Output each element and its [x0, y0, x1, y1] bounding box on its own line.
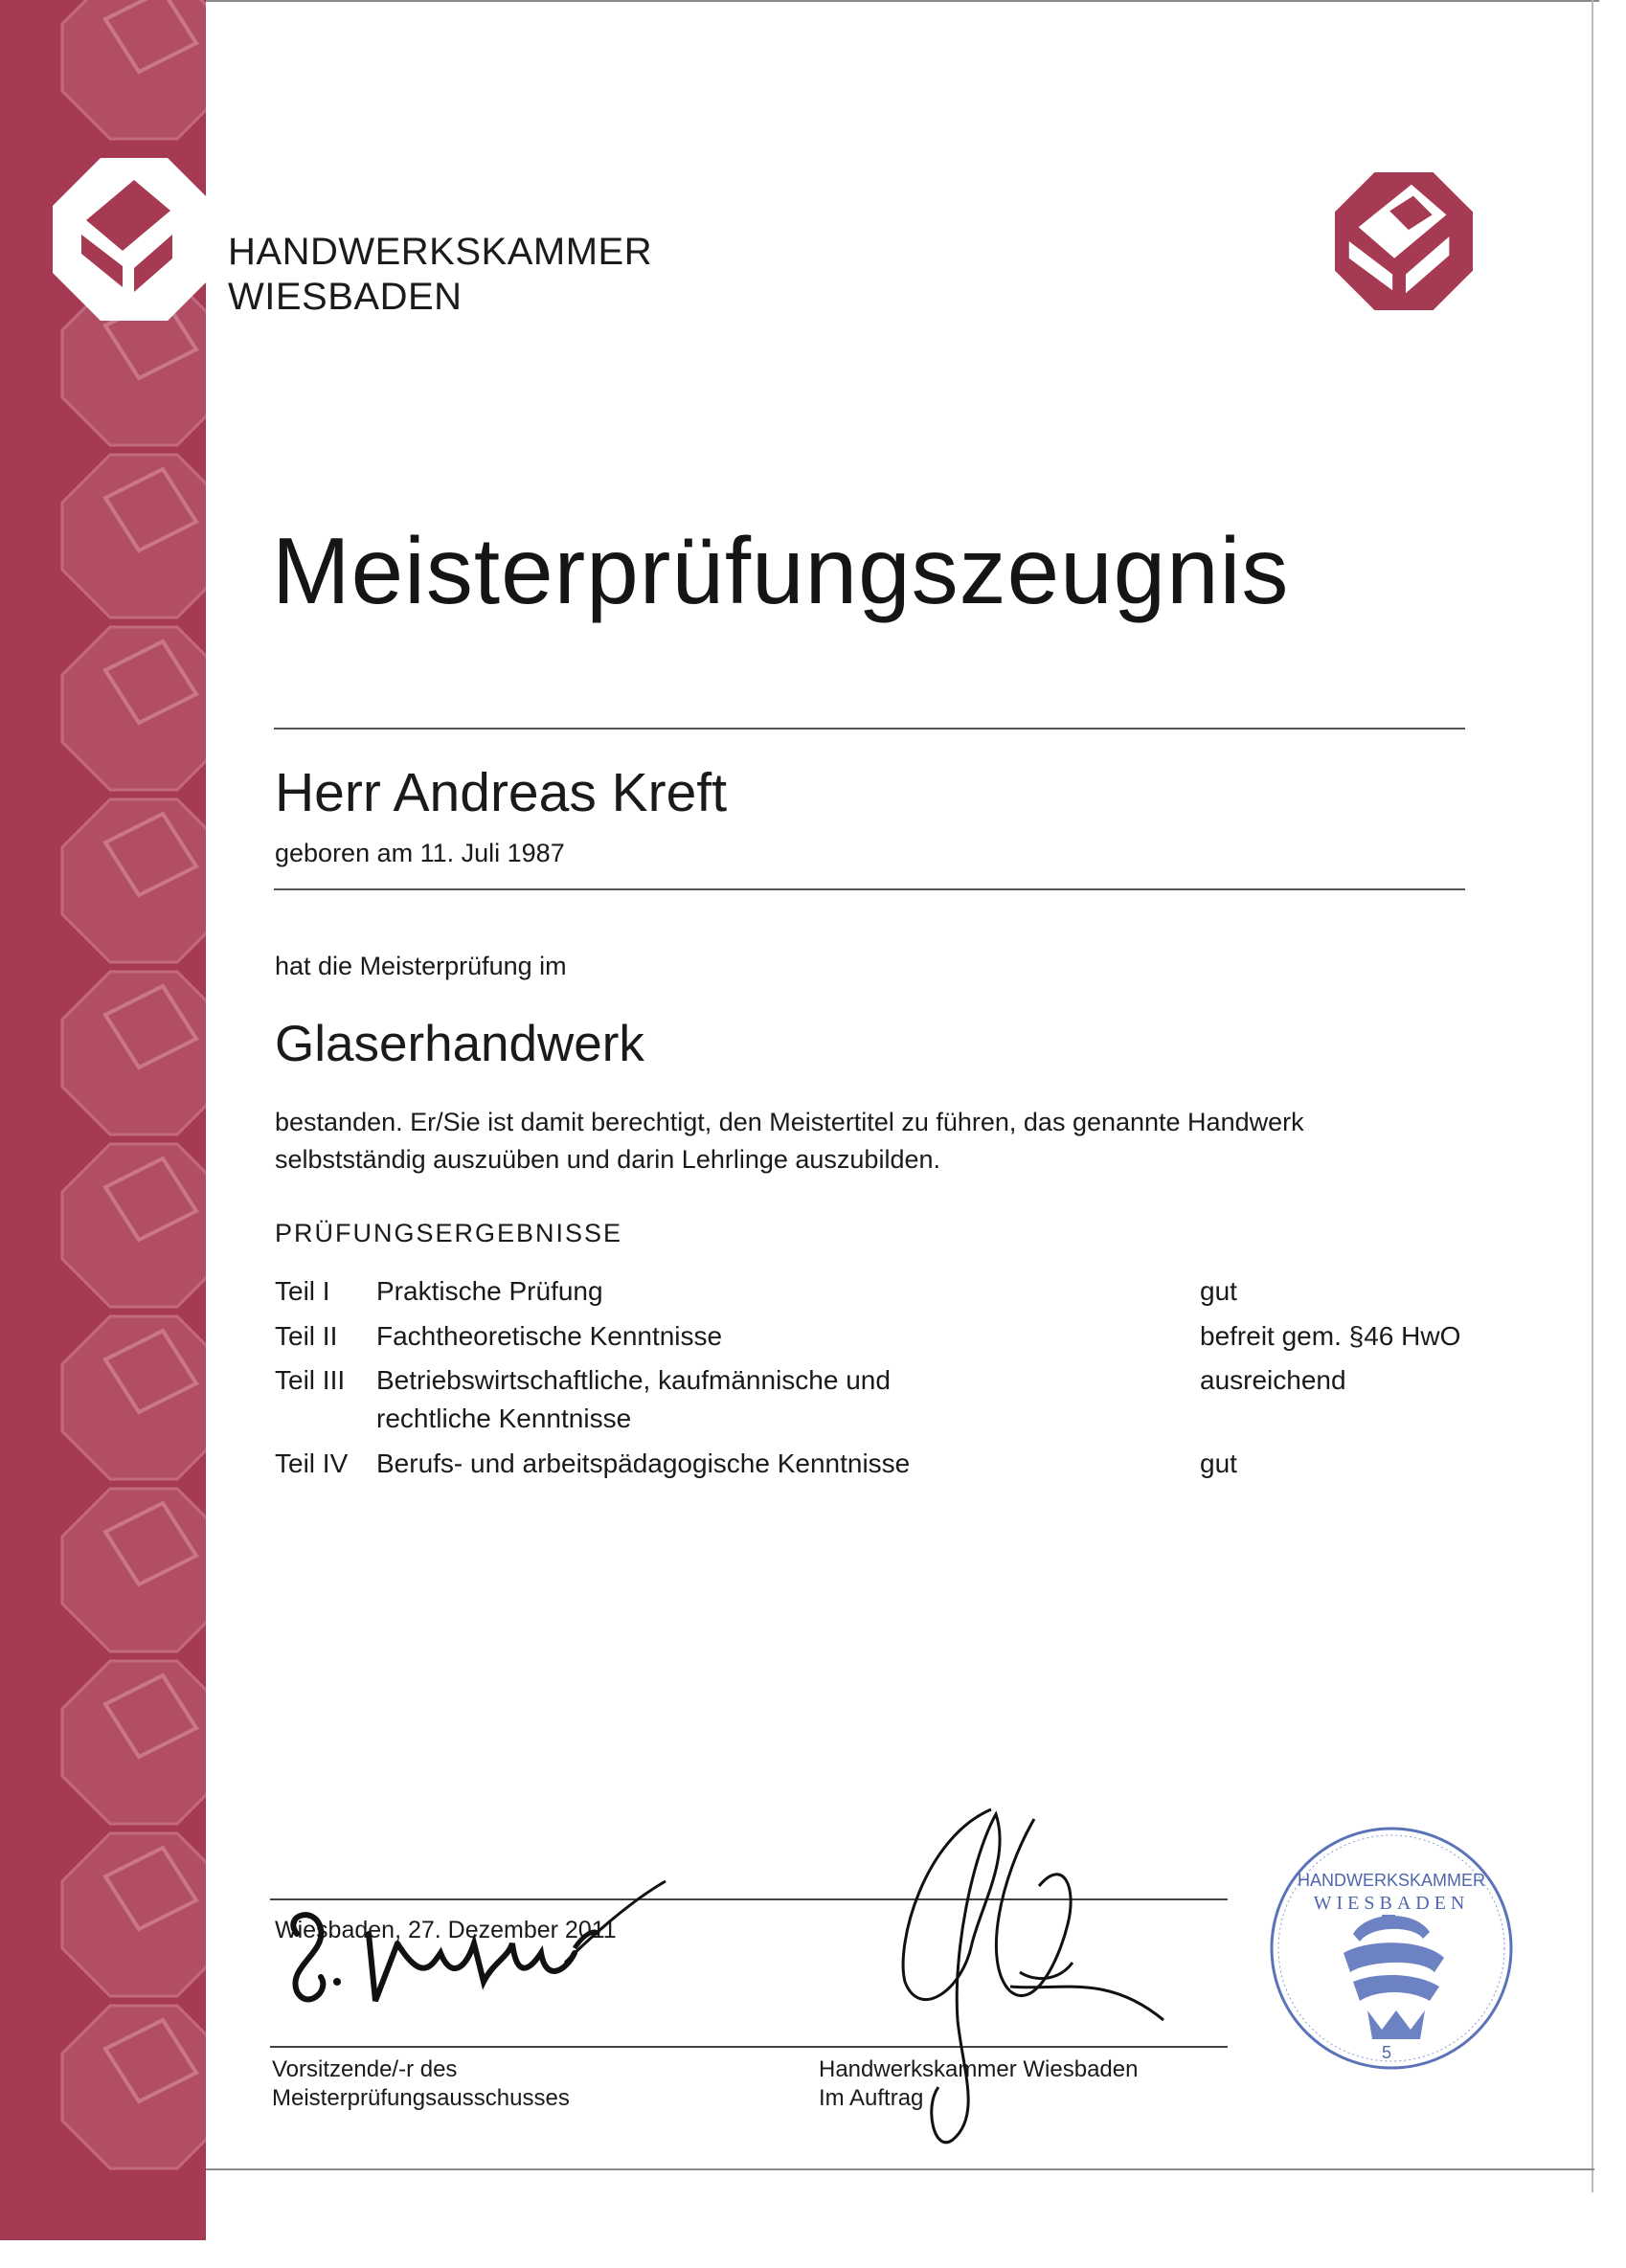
result-subject: Praktische Prüfung	[376, 1276, 603, 1306]
body-text-line1: bestanden. Er/Sie ist damit berechtigt, den Meistertitel zu führen, das genannte Handwerk	[275, 1108, 1304, 1136]
divider	[274, 728, 1465, 730]
org-name-line1: HANDWERKSKAMMER	[228, 231, 653, 273]
body-text-line2: selbstständig auszuüben und darin Lehrlinge auszubilden.	[275, 1145, 940, 1174]
left-role-line2: Meisterprüfungsausschusses	[272, 2085, 570, 2111]
holder-name: Herr Andreas Kreft	[275, 762, 728, 823]
org-name-line2: WIESBADEN	[228, 276, 463, 318]
signature-right-icon	[867, 1800, 1192, 2154]
results-heading: PRÜFUNGSERGEBNISSE	[275, 1219, 623, 1247]
stamp-city-text: WIESBADEN	[1313, 1893, 1470, 1914]
octagon-pattern-icon	[0, 0, 206, 2240]
result-subject: Berufs- und arbeitspädagogische Kenntnisse	[376, 1448, 911, 1478]
result-grade: gut	[1200, 1448, 1237, 1478]
right-role-line1: Handwerkskammer Wiesbaden	[819, 2056, 1139, 2082]
trade-name: Glaserhandwerk	[275, 1016, 644, 1072]
stamp-ring-text: HANDWERKSKAMMER	[1297, 1871, 1486, 1890]
hwk-octagon-logo-icon	[1333, 170, 1475, 312]
birth-date: geboren am 11. Juli 1987	[275, 839, 565, 867]
hessian-lion-seal-icon	[1262, 1819, 1521, 2077]
result-grade: gut	[1200, 1276, 1237, 1306]
result-subject: Fachtheoretische Kenntnisse	[376, 1321, 723, 1351]
result-grade: befreit gem. §46 HwO	[1200, 1321, 1461, 1351]
scan-edge-right	[1592, 0, 1593, 2192]
result-subject-line1: Betriebswirtschaftliche, kaufmännische und	[376, 1365, 891, 1395]
right-role-line2: Im Auftrag	[819, 2085, 924, 2111]
result-subject-line2: rechtliche Kenntnisse	[376, 1403, 632, 1433]
result-part: Teil III	[275, 1365, 346, 1395]
result-part: Teil I	[275, 1276, 330, 1306]
divider	[274, 888, 1465, 890]
signature-left-icon	[278, 1876, 680, 2030]
result-grade: ausreichend	[1200, 1365, 1346, 1395]
scan-edge-top	[201, 0, 1599, 2]
place-date: Wiesbaden, 27. Dezember 2011	[275, 1917, 617, 1943]
scan-edge-bottom	[206, 2168, 1594, 2170]
decorative-side-band	[0, 0, 206, 2240]
stamp-number: 5	[1381, 2043, 1392, 2062]
document-title: Meisterprüfungszeugnis	[272, 518, 1290, 623]
intro-text: hat die Meisterprüfung im	[275, 952, 567, 980]
left-role-line1: Vorsitzende/-r des	[272, 2056, 458, 2082]
result-part: Teil II	[275, 1321, 338, 1351]
result-part: Teil IV	[275, 1448, 349, 1478]
